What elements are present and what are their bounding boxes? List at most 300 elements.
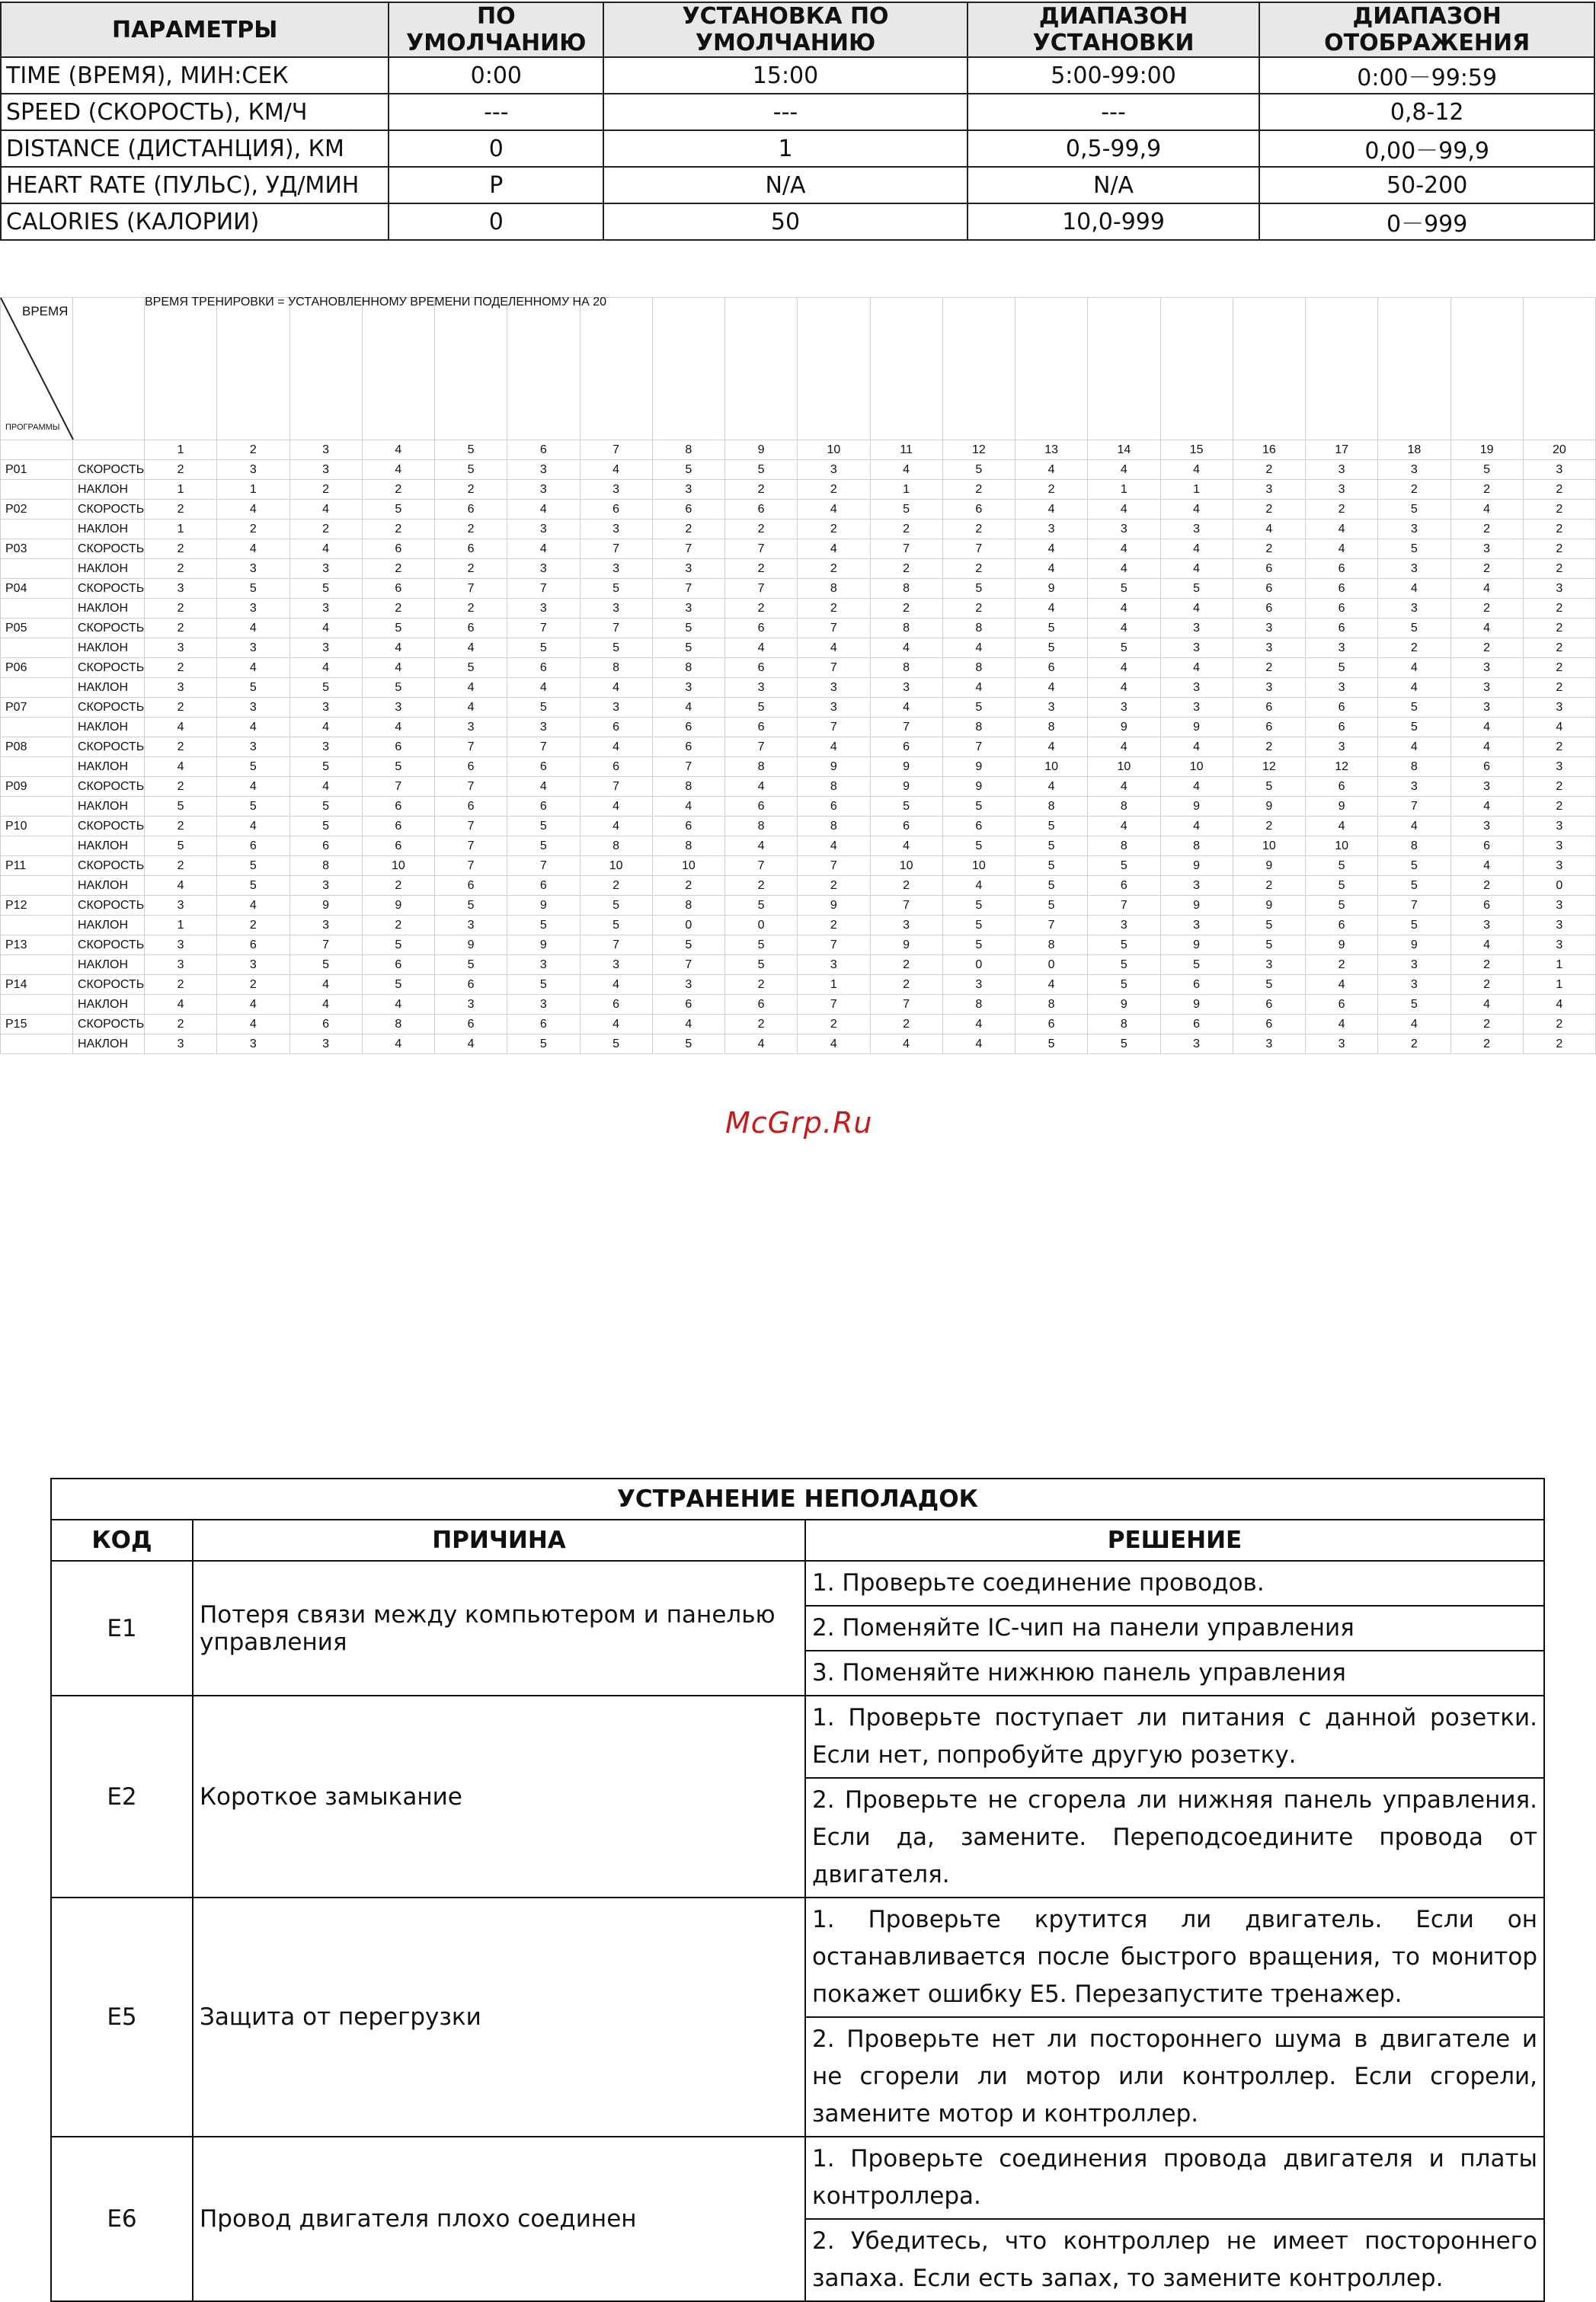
program-value: 2: [1523, 520, 1595, 539]
program-value: 5: [1015, 817, 1088, 836]
column-number: 8: [652, 440, 724, 460]
troubleshooting-header-row: [51, 1520, 1544, 1561]
program-value: 4: [1015, 539, 1088, 559]
column-number: 10: [798, 440, 870, 460]
program-value: 7: [870, 539, 942, 559]
program-value: 3: [1233, 480, 1305, 500]
program-value: 3: [217, 599, 289, 619]
program-value: 6: [507, 876, 580, 896]
program-speed-row: [1, 539, 1596, 559]
program-name: [1, 718, 73, 737]
parameter-value: ---: [968, 94, 1260, 130]
program-value: 3: [1378, 955, 1450, 975]
column-number: 16: [1233, 440, 1305, 460]
program-row-type: НАКЛОН: [73, 797, 145, 817]
program-value: 4: [217, 539, 289, 559]
program-value: 4: [1450, 500, 1523, 520]
program-value: 3: [652, 678, 724, 698]
program-value: 3: [1523, 579, 1595, 599]
program-value: 5: [1306, 856, 1378, 876]
program-value: 6: [1233, 599, 1305, 619]
program-value: 2: [145, 539, 217, 559]
program-value: 2: [1233, 876, 1305, 896]
column-number: 6: [507, 440, 580, 460]
program-value: 3: [1523, 757, 1595, 777]
program-value: 6: [507, 658, 580, 678]
program-value: 6: [1306, 718, 1378, 737]
program-value: 4: [217, 500, 289, 520]
program-value: 3: [1306, 460, 1378, 480]
program-value: 2: [1450, 1034, 1523, 1054]
program-value: 4: [1088, 500, 1160, 520]
program-value: 6: [507, 757, 580, 777]
program-value: 4: [1160, 559, 1233, 579]
parameter-value: 0,8-12: [1259, 94, 1594, 130]
program-value: 8: [725, 757, 798, 777]
program-value: 5: [942, 698, 1015, 718]
parameters-row: [1, 57, 1594, 94]
program-value: 4: [1306, 975, 1378, 995]
program-value: 8: [1088, 836, 1160, 856]
program-value: 4: [435, 638, 507, 658]
program-value: 5: [1015, 1034, 1088, 1054]
program-value: 3: [870, 678, 942, 698]
program-name: [1, 559, 73, 579]
program-value: 2: [1523, 500, 1595, 520]
program-row-type: НАКЛОН: [73, 836, 145, 856]
program-value: 3: [289, 876, 362, 896]
error-code: E2: [51, 1696, 193, 1898]
program-value: 4: [1378, 1015, 1450, 1034]
program-value: 7: [580, 539, 652, 559]
program-value: 4: [507, 539, 580, 559]
program-value: 4: [870, 460, 942, 480]
program-value: 9: [1160, 935, 1233, 955]
program-incline-row: [1, 995, 1596, 1015]
program-value: 5: [362, 757, 434, 777]
program-value: 3: [1378, 460, 1450, 480]
program-value: 3: [1450, 539, 1523, 559]
program-value: 3: [1160, 619, 1233, 638]
program-value: 2: [942, 520, 1015, 539]
program-value: 4: [798, 836, 870, 856]
error-cause: Защита от перегрузки: [193, 1898, 805, 2137]
program-value: 4: [652, 1015, 724, 1034]
blank-head-cell: [725, 298, 798, 440]
program-value: 3: [145, 1034, 217, 1054]
program-value: 4: [1088, 559, 1160, 579]
program-value: 5: [507, 975, 580, 995]
program-value: 7: [435, 579, 507, 599]
column-number: 1: [145, 440, 217, 460]
program-value: 4: [1450, 619, 1523, 638]
program-value: 6: [435, 757, 507, 777]
program-value: 4: [1015, 500, 1088, 520]
parameters-row: [1, 94, 1594, 130]
program-speed-row: [1, 619, 1596, 638]
program-name: P09: [1, 777, 73, 797]
program-value: 3: [289, 599, 362, 619]
program-value: 9: [1160, 856, 1233, 876]
program-value: 5: [1378, 698, 1450, 718]
program-value: 5: [1015, 896, 1088, 916]
program-value: 4: [942, 678, 1015, 698]
program-value: 6: [435, 876, 507, 896]
program-name: P12: [1, 896, 73, 916]
program-value: 5: [289, 678, 362, 698]
program-value: 4: [1378, 579, 1450, 599]
program-value: 10: [1233, 836, 1305, 856]
program-value: 4: [870, 836, 942, 856]
program-value: 5: [1088, 955, 1160, 975]
program-value: 2: [217, 520, 289, 539]
program-value: 5: [1088, 935, 1160, 955]
program-value: 2: [798, 916, 870, 935]
program-speed-row: [1, 777, 1596, 797]
program-value: 7: [725, 737, 798, 757]
program-value: 4: [362, 658, 434, 678]
program-value: 2: [1523, 539, 1595, 559]
duration-note: ВРЕМЯ ТРЕНИРОВКИ = УСТАНОВЛЕННОМУ ВРЕМЕНИ ПОДЕЛЕННОМУ НА 20: [145, 298, 217, 440]
program-value: 4: [145, 718, 217, 737]
program-value: 6: [725, 718, 798, 737]
program-value: 5: [942, 896, 1015, 916]
program-row-type: НАКЛОН: [73, 718, 145, 737]
program-value: 2: [652, 520, 724, 539]
troubleshooting-table: [50, 1478, 1545, 2302]
program-value: 3: [1306, 480, 1378, 500]
program-value: 4: [1160, 658, 1233, 678]
program-value: 3: [798, 678, 870, 698]
program-value: 5: [580, 916, 652, 935]
program-value: 4: [1088, 737, 1160, 757]
program-value: 5: [1015, 638, 1088, 658]
program-value: 7: [289, 935, 362, 955]
program-value: 4: [1450, 579, 1523, 599]
program-value: 7: [725, 539, 798, 559]
program-value: 8: [798, 817, 870, 836]
program-value: 4: [289, 995, 362, 1015]
program-value: 7: [798, 935, 870, 955]
program-value: 5: [435, 896, 507, 916]
program-value: 4: [725, 836, 798, 856]
blank-head-cell: [1378, 298, 1450, 440]
program-value: 2: [725, 876, 798, 896]
program-value: 5: [725, 460, 798, 480]
program-value: 3: [1160, 916, 1233, 935]
program-value: 7: [870, 718, 942, 737]
program-value: 2: [725, 480, 798, 500]
program-value: 0: [942, 955, 1015, 975]
program-value: 6: [362, 579, 434, 599]
program-value: 5: [289, 757, 362, 777]
program-name: P15: [1, 1015, 73, 1034]
program-value: 6: [1233, 1015, 1305, 1034]
program-value: 3: [289, 698, 362, 718]
program-value: 2: [1523, 599, 1595, 619]
program-row-type: СКОРОСТЬ: [73, 658, 145, 678]
error-solution: 1. Проверьте крутится ли двигатель. Если он останавливается после быстрого вращения, то монитор покажет ошибку E5. Перезапустите тренажер.: [805, 1898, 1544, 2017]
column-number: 14: [1088, 440, 1160, 460]
program-speed-row: [1, 1015, 1596, 1034]
parameter-value: 0,5-99,9: [968, 130, 1260, 167]
program-value: 2: [145, 460, 217, 480]
program-value: 6: [870, 737, 942, 757]
program-value: 2: [870, 1015, 942, 1034]
program-value: 4: [580, 817, 652, 836]
program-value: 4: [145, 876, 217, 896]
program-value: 4: [507, 500, 580, 520]
program-value: 3: [1306, 638, 1378, 658]
program-value: 4: [1450, 935, 1523, 955]
program-value: 3: [1088, 520, 1160, 539]
program-row-type: НАКЛОН: [73, 520, 145, 539]
header-default-setting: УСТАНОВКА ПО УМОЛЧАНИЮ: [603, 2, 967, 57]
program-speed-row: [1, 460, 1596, 480]
program-value: 9: [798, 757, 870, 777]
program-value: 4: [362, 1034, 434, 1054]
program-value: 5: [725, 698, 798, 718]
program-value: 3: [1523, 856, 1595, 876]
program-value: 6: [362, 836, 434, 856]
programs-body: [1, 298, 1596, 1054]
program-value: 7: [1088, 896, 1160, 916]
program-value: 6: [1015, 1015, 1088, 1034]
program-value: 6: [1306, 777, 1378, 797]
program-value: 8: [942, 619, 1015, 638]
program-value: 6: [942, 500, 1015, 520]
program-name: P04: [1, 579, 73, 599]
program-incline-row: [1, 638, 1596, 658]
program-value: 3: [217, 1034, 289, 1054]
program-incline-row: [1, 559, 1596, 579]
program-value: 9: [870, 935, 942, 955]
program-value: 4: [217, 1015, 289, 1034]
program-value: 3: [145, 935, 217, 955]
program-speed-row: [1, 817, 1596, 836]
program-row-type: СКОРОСТЬ: [73, 737, 145, 757]
blank-cell: [73, 440, 145, 460]
program-value: 3: [1523, 896, 1595, 916]
program-value: 6: [798, 797, 870, 817]
program-value: 8: [362, 1015, 434, 1034]
program-value: 5: [1088, 579, 1160, 599]
program-value: 4: [1378, 678, 1450, 698]
program-value: 3: [1160, 1034, 1233, 1054]
program-value: 4: [1523, 718, 1595, 737]
program-value: 3: [1233, 1034, 1305, 1054]
program-value: 2: [1233, 817, 1305, 836]
program-value: 5: [145, 836, 217, 856]
program-value: 5: [1378, 539, 1450, 559]
program-incline-row: [1, 1034, 1596, 1054]
program-value: 7: [725, 579, 798, 599]
program-value: 4: [798, 539, 870, 559]
program-row-type: СКОРОСТЬ: [73, 619, 145, 638]
program-value: 3: [145, 678, 217, 698]
blank-head-cell: [580, 298, 652, 440]
program-name: P02: [1, 500, 73, 520]
program-value: 5: [652, 619, 724, 638]
program-value: 3: [580, 955, 652, 975]
corner-cell: [1, 298, 73, 440]
program-value: 2: [1233, 500, 1305, 520]
program-incline-row: [1, 836, 1596, 856]
program-value: 5: [1015, 856, 1088, 876]
program-value: 9: [798, 896, 870, 916]
parameter-value: 0: [389, 130, 603, 167]
parameters-header-row: [1, 2, 1594, 57]
program-value: 4: [1088, 619, 1160, 638]
program-speed-row: [1, 896, 1596, 916]
program-incline-row: [1, 480, 1596, 500]
program-name: [1, 480, 73, 500]
program-value: 2: [725, 975, 798, 995]
error-solution: 2. Проверьте нет ли постороннего шума в двигателе и не сгорели ли мотор или контроллер. Если сгорели, замените мотор и контроллер.: [805, 2017, 1544, 2137]
program-value: 6: [652, 737, 724, 757]
program-value: 5: [1378, 916, 1450, 935]
program-value: 3: [1523, 817, 1595, 836]
program-value: 2: [362, 520, 434, 539]
program-value: 3: [1450, 817, 1523, 836]
program-value: 2: [145, 737, 217, 757]
program-value: 2: [145, 559, 217, 579]
blank-head-cell: [1233, 298, 1305, 440]
program-value: 10: [1306, 836, 1378, 856]
program-name: [1, 1034, 73, 1054]
parameter-value: N/A: [603, 167, 967, 203]
program-value: 5: [217, 876, 289, 896]
program-value: 6: [1306, 619, 1378, 638]
error-cause: Короткое замыкание: [193, 1696, 805, 1898]
program-value: 7: [652, 539, 724, 559]
program-value: 4: [725, 777, 798, 797]
program-value: 10: [1160, 757, 1233, 777]
program-value: 9: [1160, 896, 1233, 916]
program-value: 4: [1088, 817, 1160, 836]
program-value: 1: [1523, 955, 1595, 975]
program-value: 5: [507, 836, 580, 856]
parameter-name: CALORIES (КАЛОРИИ): [1, 203, 389, 240]
program-name: P14: [1, 975, 73, 995]
program-value: 3: [289, 737, 362, 757]
program-value: 2: [1450, 638, 1523, 658]
program-row-type: НАКЛОН: [73, 638, 145, 658]
parameter-value: ---: [389, 94, 603, 130]
corner-programs-label: ПРОГРАММЫ: [5, 423, 60, 432]
error-solution: 3. Поменяйте нижнюю панель управления: [805, 1651, 1544, 1696]
program-value: 9: [435, 935, 507, 955]
program-value: 5: [507, 638, 580, 658]
program-value: 3: [507, 480, 580, 500]
program-name: [1, 836, 73, 856]
program-name: [1, 797, 73, 817]
program-value: 2: [870, 520, 942, 539]
programs-table: [0, 297, 1596, 1054]
program-value: 9: [1088, 718, 1160, 737]
program-value: 5: [1378, 619, 1450, 638]
program-value: 6: [1088, 876, 1160, 896]
program-value: 5: [725, 955, 798, 975]
program-value: 2: [1523, 559, 1595, 579]
program-value: 6: [362, 817, 434, 836]
program-value: 2: [362, 480, 434, 500]
program-row-type: СКОРОСТЬ: [73, 579, 145, 599]
program-value: 8: [870, 579, 942, 599]
program-incline-row: [1, 599, 1596, 619]
program-value: 4: [1015, 975, 1088, 995]
program-value: 5: [942, 836, 1015, 856]
program-value: 6: [1306, 698, 1378, 718]
program-value: 5: [1378, 856, 1450, 876]
program-value: 4: [435, 698, 507, 718]
program-value: 2: [289, 480, 362, 500]
header-code: КОД: [51, 1520, 193, 1561]
program-speed-row: [1, 698, 1596, 718]
blank-head-cell: [1306, 298, 1378, 440]
parameter-value: 0－999: [1259, 203, 1594, 240]
program-value: 5: [1088, 975, 1160, 995]
program-value: 6: [1306, 995, 1378, 1015]
program-value: 8: [580, 658, 652, 678]
program-value: 6: [1306, 579, 1378, 599]
program-value: 8: [1015, 935, 1088, 955]
program-speed-row: [1, 975, 1596, 995]
program-value: 6: [289, 1015, 362, 1034]
parameter-name: HEART RATE (ПУЛЬС), УД/МИН: [1, 167, 389, 203]
program-value: 4: [1450, 995, 1523, 1015]
program-value: 3: [1450, 777, 1523, 797]
program-value: 6: [435, 539, 507, 559]
program-value: 5: [1378, 876, 1450, 896]
parameters-body: [1, 57, 1594, 240]
program-value: 3: [507, 520, 580, 539]
program-value: 8: [1378, 757, 1450, 777]
program-value: 8: [1378, 836, 1450, 856]
program-value: 4: [942, 638, 1015, 658]
program-speed-row: [1, 500, 1596, 520]
program-value: 2: [798, 1015, 870, 1034]
program-value: 2: [1523, 797, 1595, 817]
program-row-type: СКОРОСТЬ: [73, 817, 145, 836]
program-value: 5: [217, 757, 289, 777]
program-value: 9: [1160, 718, 1233, 737]
program-value: 4: [1088, 678, 1160, 698]
program-value: 3: [1015, 698, 1088, 718]
header-default: ПО УМОЛЧАНИЮ: [389, 2, 603, 57]
program-value: 9: [1088, 995, 1160, 1015]
program-value: 6: [1306, 916, 1378, 935]
parameter-value: 10,0-999: [968, 203, 1260, 240]
program-value: 4: [362, 460, 434, 480]
program-value: 4: [217, 658, 289, 678]
program-value: 2: [1306, 955, 1378, 975]
program-value: 8: [870, 619, 942, 638]
program-value: 4: [580, 737, 652, 757]
program-value: 4: [1160, 500, 1233, 520]
program-value: 2: [1450, 1015, 1523, 1034]
program-value: 9: [942, 777, 1015, 797]
program-value: 3: [870, 916, 942, 935]
program-value: 6: [652, 500, 724, 520]
program-value: 9: [1378, 935, 1450, 955]
program-value: 5: [942, 935, 1015, 955]
program-value: 5: [1306, 896, 1378, 916]
program-value: 4: [217, 777, 289, 797]
header-display-range: ДИАПАЗОН ОТОБРАЖЕНИЯ: [1259, 2, 1594, 57]
program-value: 7: [435, 856, 507, 876]
program-value: 8: [942, 995, 1015, 1015]
